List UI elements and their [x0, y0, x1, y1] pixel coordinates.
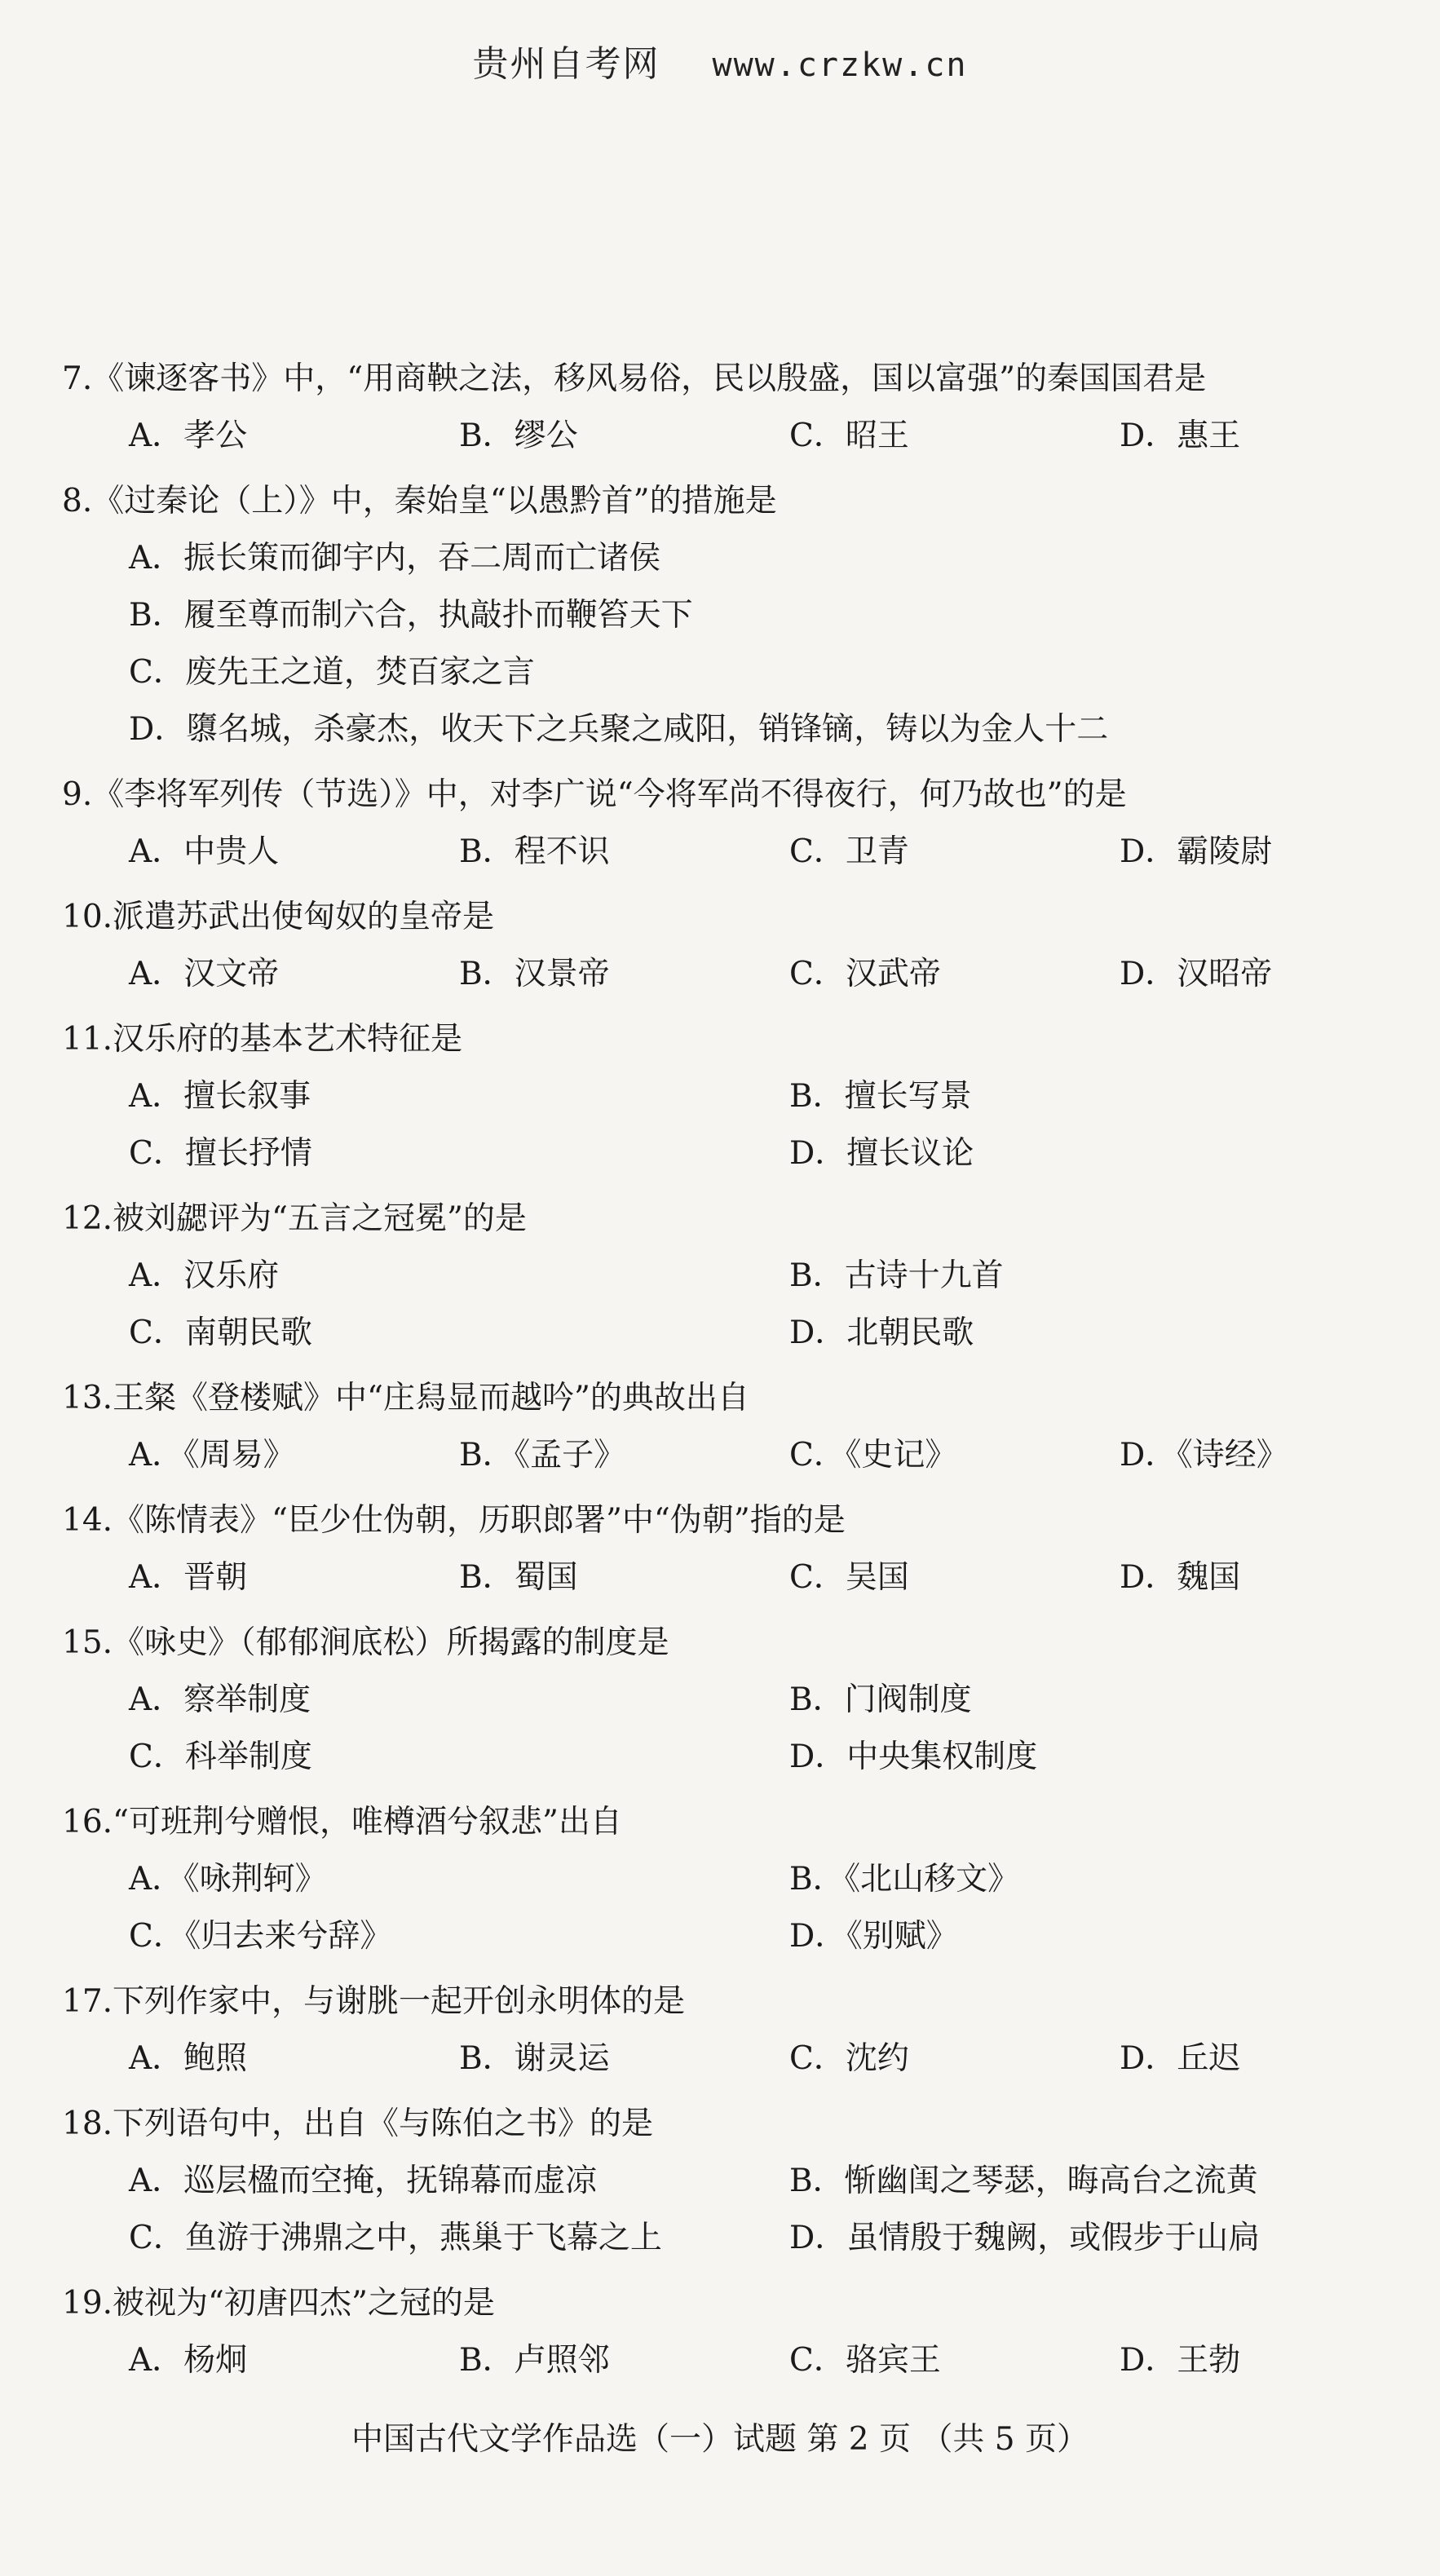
answer-option: D．魏国 [1120, 1559, 1241, 1596]
options-row [129, 530, 1334, 587]
answer-option: A．晋朝 [129, 1559, 248, 1596]
answer-option: D．擅长议论 [789, 1135, 974, 1172]
answer-option: C．科举制度 [129, 1739, 312, 1775]
question-stem [62, 1973, 1334, 2030]
question-number: 10. [62, 899, 113, 935]
options-row [129, 587, 1334, 644]
options-row [129, 2153, 1334, 2210]
question-item [62, 889, 1334, 1003]
answer-option: A．杨炯 [129, 2342, 248, 2379]
answer-option: A．鲍照 [129, 2040, 248, 2077]
options-row [129, 2210, 1334, 2267]
question-number: 16. [62, 1804, 113, 1840]
options-row [129, 1305, 1334, 1362]
question-stem [62, 1011, 1334, 1068]
question-number: 19. [62, 2285, 113, 2322]
answer-option: C．吴国 [789, 1559, 909, 1596]
answer-option: C．汉武帝 [789, 956, 941, 992]
answer-option: B．卢照邻 [459, 2342, 610, 2379]
options-row [129, 1125, 1334, 1182]
options-row [129, 408, 1334, 465]
question-text: 派遣苏武出使匈奴的皇帝是 [113, 899, 495, 935]
answer-option: C．《史记》 [789, 1437, 957, 1474]
answer-option: B．谢灵运 [459, 2040, 610, 2077]
options-row [129, 1729, 1334, 1786]
answer-option: A．中贵人 [129, 833, 280, 870]
question-text: 《李将军列传（节选）》中，对李广说“今将军尚不得夜行，何乃故也”的是 [92, 776, 1127, 813]
question-item [62, 767, 1334, 881]
question-stem [62, 1370, 1334, 1427]
answer-option: C．擅长抒情 [129, 1135, 312, 1172]
answer-option: D．中央集权制度 [789, 1739, 1038, 1775]
question-number: 8. [62, 483, 93, 519]
question-text: 下列语句中，出自《与陈伯之书》的是 [113, 2105, 654, 2142]
answer-option: C．骆宾王 [789, 2342, 941, 2379]
question-text: 下列作家中，与谢朓一起开创永明体的是 [113, 1983, 686, 2020]
question-list [62, 351, 1334, 2397]
answer-option: B．缪公 [459, 418, 578, 454]
options-row [129, 1908, 1334, 1965]
answer-option: C．鱼游于沸鼎之中，燕巢于飞幕之上 [129, 2220, 662, 2256]
question-number: 17. [62, 1983, 113, 2020]
question-text: 《谏逐客书》中，“用商鞅之法，移风易俗，民以殷盛，国以富强”的秦国国君是 [92, 360, 1207, 397]
question-item [62, 1794, 1334, 1965]
page-footer: 中国古代文学作品选（一）试题 第 2 页 （共 5 页） [351, 2421, 1089, 2458]
answer-option: C．《归去来兮辞》 [129, 1918, 392, 1955]
answer-option: A．孝公 [129, 418, 248, 454]
options-row [129, 1549, 1334, 1606]
answer-option: D．《别赋》 [789, 1918, 958, 1955]
page-header [0, 34, 1440, 86]
question-stem [62, 1615, 1334, 1672]
answer-option: B．惭幽闺之琴瑟，晦高台之流黄 [789, 2163, 1258, 2199]
answer-option: D．北朝民歌 [789, 1315, 974, 1351]
options-row [129, 1851, 1334, 1908]
options-row [129, 701, 1334, 758]
options-row [129, 644, 1334, 701]
question-stem [62, 473, 1334, 530]
answer-option: A．察举制度 [129, 1681, 311, 1718]
answer-option: B．门阀制度 [789, 1681, 972, 1718]
options-row [129, 2332, 1334, 2389]
answer-option: D．隳名城，杀豪杰，收天下之兵聚之咸阳，销锋镝，铸以为金人十二 [129, 711, 1109, 748]
answer-option: A．巡层楹而空掩，抚锦幕而虚凉 [129, 2163, 598, 2199]
question-text: 《陈情表》“臣少仕伪朝，历职郎署”中“伪朝”指的是 [113, 1502, 846, 1539]
answer-option: D．王勃 [1120, 2342, 1241, 2379]
question-text: “可班荆兮赠恨，唯樽酒兮叙悲”出自 [113, 1804, 622, 1840]
answer-option: B．履至尊而制六合，执敲扑而鞭笞天下 [129, 597, 693, 634]
question-stem [62, 767, 1334, 824]
question-text: 被视为“初唐四杰”之冠的是 [113, 2285, 495, 2322]
question-number: 15. [62, 1624, 113, 1661]
options-row [129, 1427, 1334, 1484]
answer-option: B．《孟子》 [459, 1437, 626, 1474]
question-stem [62, 1794, 1334, 1851]
answer-option: D．丘迟 [1120, 2040, 1241, 2077]
answer-option: C．卫青 [789, 833, 909, 870]
question-item [62, 1615, 1334, 1786]
answer-option: C．昭王 [789, 418, 909, 454]
question-item [62, 1191, 1334, 1362]
options-row [129, 824, 1334, 881]
question-item [62, 351, 1334, 465]
question-stem [62, 1492, 1334, 1549]
question-number: 12. [62, 1200, 113, 1237]
answer-option: B．蜀国 [459, 1559, 578, 1596]
answer-option: A．汉乐府 [129, 1257, 280, 1294]
answer-option: D．惠王 [1120, 418, 1241, 454]
answer-option: C．废先王之道，焚百家之言 [129, 654, 535, 691]
answer-option: B．古诗十九首 [789, 1257, 1004, 1294]
answer-option: D．霸陵尉 [1120, 833, 1273, 870]
answer-option: A．振长策而御宇内，吞二周而亡诸侯 [129, 540, 661, 577]
question-item [62, 2096, 1334, 2267]
question-number: 11. [62, 1021, 113, 1058]
question-item [62, 1973, 1334, 2088]
answer-option: D．虽情殷于魏阙，或假步于山扃 [789, 2220, 1261, 2256]
question-stem [62, 889, 1334, 946]
options-row [129, 1672, 1334, 1729]
question-text: 《咏史》（郁郁涧底松）所揭露的制度是 [113, 1624, 669, 1661]
question-stem [62, 2096, 1334, 2153]
site-name: 贵州自考网 [472, 43, 660, 85]
question-stem [62, 351, 1334, 408]
options-row [129, 1248, 1334, 1305]
question-item [62, 473, 1334, 758]
question-number: 7. [62, 360, 93, 397]
question-text: 被刘勰评为“五言之冠冕”的是 [113, 1200, 527, 1237]
question-item [62, 2275, 1334, 2389]
question-number: 18. [62, 2105, 113, 2142]
question-number: 13. [62, 1380, 113, 1416]
answer-option: A．《周易》 [129, 1437, 295, 1474]
options-row [129, 1068, 1334, 1125]
question-text: 《过秦论（上）》中，秦始皇“以愚黔首”的措施是 [92, 483, 777, 519]
question-number: 14. [62, 1502, 113, 1539]
answer-option: B．汉景帝 [459, 956, 610, 992]
question-item [62, 1370, 1334, 1484]
question-text: 汉乐府的基本艺术特征是 [113, 1021, 463, 1058]
options-row [129, 946, 1334, 1003]
question-text: 王粲《登楼赋》中“庄舄显而越吟”的典故出自 [113, 1380, 749, 1416]
answer-option: B．程不识 [459, 833, 610, 870]
answer-option: C．南朝民歌 [129, 1315, 312, 1351]
answer-option: A．擅长叙事 [129, 1078, 311, 1115]
question-stem [62, 1191, 1334, 1248]
question-number: 9. [62, 776, 93, 813]
options-row [129, 2030, 1334, 2088]
question-item [62, 1492, 1334, 1606]
site-url: www.crzkw.cn [712, 46, 968, 84]
answer-option: B．擅长写景 [789, 1078, 972, 1115]
question-item [62, 1011, 1334, 1182]
answer-option: C．沈约 [789, 2040, 909, 2077]
answer-option: B．《北山移文》 [789, 1861, 1020, 1898]
answer-option: A．《咏荆轲》 [129, 1861, 327, 1898]
answer-option: D．汉昭帝 [1120, 956, 1273, 992]
answer-option: A．汉文帝 [129, 956, 280, 992]
answer-option: D．《诗经》 [1120, 1437, 1288, 1474]
question-stem [62, 2275, 1334, 2332]
